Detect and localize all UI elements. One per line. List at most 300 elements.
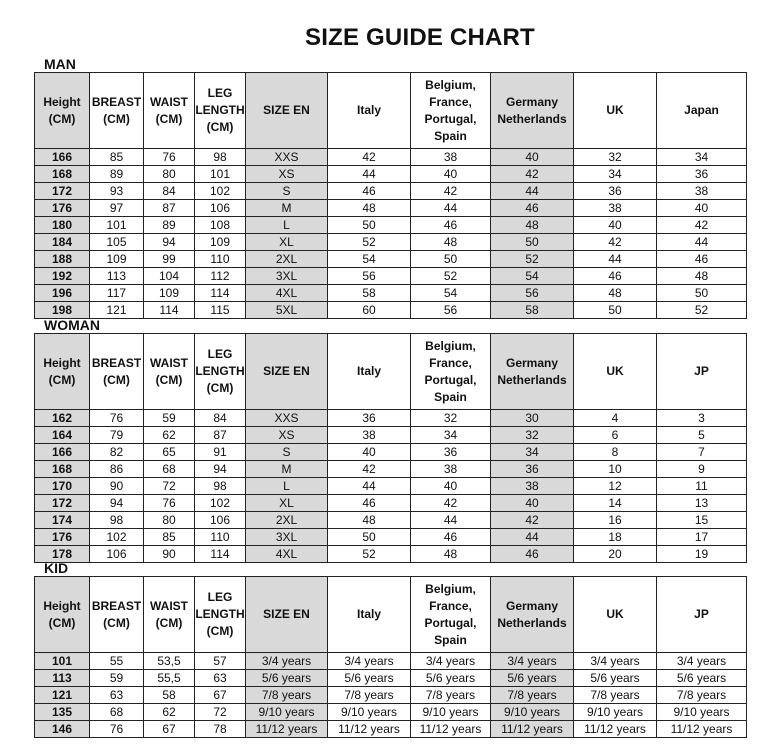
- table-cell: 68: [144, 461, 195, 478]
- table-cell: 168: [35, 461, 90, 478]
- table-row: [35, 251, 747, 268]
- table-cell: S: [246, 183, 328, 200]
- table-cell: 17: [657, 529, 747, 546]
- table-cell: 40: [328, 444, 411, 461]
- table-row: [35, 268, 747, 285]
- table-cell: 36: [328, 410, 411, 427]
- table-row: [35, 687, 747, 704]
- table-cell: 11/12 years: [328, 721, 411, 738]
- col-header-uk: UK: [574, 577, 657, 653]
- table-cell: 58: [144, 687, 195, 704]
- table-cell: 50: [411, 251, 491, 268]
- table-cell: XS: [246, 427, 328, 444]
- table-cell: XXS: [246, 149, 328, 166]
- table-cell: 56: [491, 285, 574, 302]
- col-header-italy: Italy: [328, 334, 411, 410]
- table-cell: 86: [90, 461, 144, 478]
- table-cell: 101: [90, 217, 144, 234]
- table-cell: 5/6 years: [246, 670, 328, 687]
- table-cell: 15: [657, 512, 747, 529]
- col-header-jp: JP: [657, 334, 747, 410]
- table-cell: XL: [246, 495, 328, 512]
- table-row: [35, 512, 747, 529]
- table-cell: 9/10 years: [657, 704, 747, 721]
- table-cell: 5/6 years: [411, 670, 491, 687]
- table-cell: 188: [35, 251, 90, 268]
- page-title: SIZE GUIDE CHART: [305, 24, 535, 51]
- table-cell: 52: [328, 234, 411, 251]
- man-size-table: [34, 72, 747, 319]
- table-cell: 42: [328, 461, 411, 478]
- kid-size-table: [34, 576, 747, 738]
- table-cell: 164: [35, 427, 90, 444]
- table-cell: 11/12 years: [574, 721, 657, 738]
- table-cell: 40: [574, 217, 657, 234]
- table-cell: 50: [574, 302, 657, 319]
- table-cell: 109: [195, 234, 246, 251]
- col-header-size-en: SIZE EN: [246, 577, 328, 653]
- section-label-kid: KID: [44, 560, 69, 576]
- table-cell: 90: [144, 546, 195, 563]
- table-cell: 44: [491, 529, 574, 546]
- table-cell: 72: [195, 704, 246, 721]
- table-cell: 9/10 years: [246, 704, 328, 721]
- table-cell: 52: [491, 251, 574, 268]
- table-cell: 176: [35, 529, 90, 546]
- table-cell: 7/8 years: [574, 687, 657, 704]
- table-cell: 60: [328, 302, 411, 319]
- table-cell: 46: [411, 529, 491, 546]
- table-cell: 8: [574, 444, 657, 461]
- table-cell: 67: [144, 721, 195, 738]
- table-cell: 46: [491, 546, 574, 563]
- table-cell: 12: [574, 478, 657, 495]
- table-cell: 63: [90, 687, 144, 704]
- col-header-uk: UK: [574, 334, 657, 410]
- table-cell: 50: [657, 285, 747, 302]
- table-cell: 36: [491, 461, 574, 478]
- table-cell: 115: [195, 302, 246, 319]
- table-cell: 54: [491, 268, 574, 285]
- table-cell: 58: [328, 285, 411, 302]
- table-cell: XS: [246, 166, 328, 183]
- table-cell: 94: [90, 495, 144, 512]
- table-row: [35, 478, 747, 495]
- table-cell: 106: [195, 200, 246, 217]
- table-cell: 44: [574, 251, 657, 268]
- table-cell: 102: [90, 529, 144, 546]
- table-cell: 62: [144, 427, 195, 444]
- table-cell: 50: [328, 217, 411, 234]
- woman-table-body: [35, 410, 747, 563]
- table-cell: 5: [657, 427, 747, 444]
- table-cell: 52: [657, 302, 747, 319]
- table-cell: 48: [657, 268, 747, 285]
- table-cell: 62: [144, 704, 195, 721]
- table-cell: 58: [491, 302, 574, 319]
- table-cell: 198: [35, 302, 90, 319]
- table-cell: 7/8 years: [328, 687, 411, 704]
- table-cell: 40: [411, 166, 491, 183]
- table-cell: 99: [144, 251, 195, 268]
- table-cell: 38: [657, 183, 747, 200]
- table-cell: 166: [35, 444, 90, 461]
- table-cell: 80: [144, 512, 195, 529]
- table-cell: 44: [657, 234, 747, 251]
- table-cell: M: [246, 200, 328, 217]
- table-cell: 40: [491, 149, 574, 166]
- table-cell: 106: [195, 512, 246, 529]
- table-row: [35, 461, 747, 478]
- table-header-row: [35, 577, 747, 653]
- table-cell: 11/12 years: [246, 721, 328, 738]
- table-row: [35, 200, 747, 217]
- table-cell: 98: [90, 512, 144, 529]
- table-cell: 4: [574, 410, 657, 427]
- table-cell: 48: [574, 285, 657, 302]
- table-cell: 44: [491, 183, 574, 200]
- table-cell: 38: [574, 200, 657, 217]
- table-cell: 168: [35, 166, 90, 183]
- table-cell: 56: [328, 268, 411, 285]
- table-cell: 79: [90, 427, 144, 444]
- table-cell: 10: [574, 461, 657, 478]
- table-cell: 112: [195, 268, 246, 285]
- table-cell: 11/12 years: [411, 721, 491, 738]
- table-cell: 97: [90, 200, 144, 217]
- table-cell: 78: [195, 721, 246, 738]
- table-cell: 16: [574, 512, 657, 529]
- table-cell: 94: [195, 461, 246, 478]
- table-cell: 40: [491, 495, 574, 512]
- col-header-size-en: SIZE EN: [246, 334, 328, 410]
- table-cell: 180: [35, 217, 90, 234]
- table-cell: 48: [491, 217, 574, 234]
- col-header-height: Height (CM): [35, 334, 90, 410]
- table-cell: 34: [491, 444, 574, 461]
- table-cell: 36: [411, 444, 491, 461]
- table-cell: 32: [574, 149, 657, 166]
- table-cell: 76: [90, 721, 144, 738]
- table-cell: 106: [90, 546, 144, 563]
- table-cell: 46: [328, 183, 411, 200]
- table-cell: 53,5: [144, 653, 195, 670]
- table-row: [35, 444, 747, 461]
- table-cell: 11/12 years: [491, 721, 574, 738]
- table-cell: 104: [144, 268, 195, 285]
- table-cell: 166: [35, 149, 90, 166]
- table-cell: 80: [144, 166, 195, 183]
- table-cell: 59: [144, 410, 195, 427]
- table-cell: 34: [574, 166, 657, 183]
- table-row: [35, 285, 747, 302]
- table-cell: 42: [574, 234, 657, 251]
- table-row: [35, 166, 747, 183]
- table-cell: 38: [411, 149, 491, 166]
- table-cell: 20: [574, 546, 657, 563]
- table-cell: 38: [411, 461, 491, 478]
- table-cell: 46: [491, 200, 574, 217]
- table-cell: 85: [90, 149, 144, 166]
- table-cell: 184: [35, 234, 90, 251]
- table-cell: 50: [491, 234, 574, 251]
- col-header-waist: WAIST (CM): [144, 577, 195, 653]
- table-cell: 30: [491, 410, 574, 427]
- table-cell: 55,5: [144, 670, 195, 687]
- table-cell: 172: [35, 183, 90, 200]
- table-cell: 38: [491, 478, 574, 495]
- table-cell: 56: [411, 302, 491, 319]
- table-cell: 82: [90, 444, 144, 461]
- col-header-breast: BREAST (CM): [90, 334, 144, 410]
- table-cell: 11/12 years: [657, 721, 747, 738]
- kid-table-body: [35, 653, 747, 738]
- col-header-breast: BREAST (CM): [90, 73, 144, 149]
- table-cell: 101: [195, 166, 246, 183]
- table-cell: 18: [574, 529, 657, 546]
- table-cell: 196: [35, 285, 90, 302]
- table-cell: L: [246, 217, 328, 234]
- table-cell: 5XL: [246, 302, 328, 319]
- table-cell: 57: [195, 653, 246, 670]
- table-cell: 101: [35, 653, 90, 670]
- col-header-leg-length: LEG LENGTH (CM): [195, 577, 246, 653]
- table-cell: 54: [411, 285, 491, 302]
- table-cell: 114: [195, 546, 246, 563]
- table-cell: 146: [35, 721, 90, 738]
- table-cell: 91: [195, 444, 246, 461]
- table-cell: 98: [195, 478, 246, 495]
- table-cell: 6: [574, 427, 657, 444]
- man-table-body: [35, 149, 747, 319]
- table-cell: 36: [574, 183, 657, 200]
- table-cell: 46: [574, 268, 657, 285]
- table-cell: 63: [195, 670, 246, 687]
- section-label-man: MAN: [44, 56, 76, 72]
- table-cell: 59: [90, 670, 144, 687]
- table-row: [35, 427, 747, 444]
- table-cell: 3/4 years: [491, 653, 574, 670]
- table-row: [35, 670, 747, 687]
- table-cell: M: [246, 461, 328, 478]
- table-cell: 117: [90, 285, 144, 302]
- table-cell: 46: [328, 495, 411, 512]
- table-cell: 9/10 years: [328, 704, 411, 721]
- table-cell: 32: [491, 427, 574, 444]
- table-cell: 9/10 years: [574, 704, 657, 721]
- table-cell: 46: [657, 251, 747, 268]
- table-row: [35, 234, 747, 251]
- col-header-breast: BREAST (CM): [90, 577, 144, 653]
- col-header-belgium: Belgium, France, Portugal, Spain: [411, 73, 491, 149]
- table-cell: 176: [35, 200, 90, 217]
- woman-size-table: [34, 333, 747, 563]
- table-row: [35, 217, 747, 234]
- table-cell: 3/4 years: [411, 653, 491, 670]
- table-cell: 3/4 years: [657, 653, 747, 670]
- table-cell: XL: [246, 234, 328, 251]
- table-cell: 13: [657, 495, 747, 512]
- table-cell: 90: [90, 478, 144, 495]
- table-cell: 113: [35, 670, 90, 687]
- table-cell: 44: [411, 200, 491, 217]
- col-header-height: Height (CM): [35, 73, 90, 149]
- table-cell: 174: [35, 512, 90, 529]
- table-cell: 34: [411, 427, 491, 444]
- table-cell: 162: [35, 410, 90, 427]
- col-header-italy: Italy: [328, 577, 411, 653]
- table-cell: 85: [144, 529, 195, 546]
- table-cell: 105: [90, 234, 144, 251]
- table-row: [35, 183, 747, 200]
- table-cell: 3/4 years: [574, 653, 657, 670]
- table-cell: 38: [328, 427, 411, 444]
- table-cell: 34: [657, 149, 747, 166]
- table-row: [35, 410, 747, 427]
- table-cell: 7/8 years: [657, 687, 747, 704]
- table-cell: 14: [574, 495, 657, 512]
- table-cell: 172: [35, 495, 90, 512]
- table-cell: 7/8 years: [491, 687, 574, 704]
- table-cell: 36: [657, 166, 747, 183]
- table-cell: XXS: [246, 410, 328, 427]
- col-header-waist: WAIST (CM): [144, 334, 195, 410]
- table-cell: 121: [35, 687, 90, 704]
- table-cell: 76: [144, 495, 195, 512]
- table-cell: S: [246, 444, 328, 461]
- table-cell: 42: [328, 149, 411, 166]
- table-cell: 110: [195, 251, 246, 268]
- table-cell: 5/6 years: [328, 670, 411, 687]
- table-cell: 76: [144, 149, 195, 166]
- table-cell: 7/8 years: [246, 687, 328, 704]
- table-cell: 87: [195, 427, 246, 444]
- table-cell: 48: [411, 234, 491, 251]
- table-row: [35, 302, 747, 319]
- table-cell: 102: [195, 495, 246, 512]
- table-cell: 87: [144, 200, 195, 217]
- col-header-italy: Italy: [328, 73, 411, 149]
- table-row: [35, 704, 747, 721]
- col-header-height: Height (CM): [35, 577, 90, 653]
- table-cell: 94: [144, 234, 195, 251]
- table-cell: 102: [195, 183, 246, 200]
- table-cell: 5/6 years: [574, 670, 657, 687]
- table-cell: 7/8 years: [411, 687, 491, 704]
- table-cell: 108: [195, 217, 246, 234]
- table-cell: 109: [90, 251, 144, 268]
- col-header-germany: Germany Netherlands: [491, 73, 574, 149]
- table-cell: 3XL: [246, 268, 328, 285]
- table-cell: 9/10 years: [411, 704, 491, 721]
- table-cell: 89: [144, 217, 195, 234]
- table-cell: 44: [328, 166, 411, 183]
- table-row: [35, 149, 747, 166]
- col-header-germany: Germany Netherlands: [491, 334, 574, 410]
- table-cell: 65: [144, 444, 195, 461]
- table-cell: 89: [90, 166, 144, 183]
- table-cell: 42: [657, 217, 747, 234]
- table-cell: 52: [328, 546, 411, 563]
- col-header-size-en: SIZE EN: [246, 73, 328, 149]
- table-cell: 46: [411, 217, 491, 234]
- table-cell: 9: [657, 461, 747, 478]
- col-header-waist: WAIST (CM): [144, 73, 195, 149]
- col-header-leg-length: LEG LENGTH (CM): [195, 73, 246, 149]
- table-cell: 3XL: [246, 529, 328, 546]
- table-cell: 4XL: [246, 285, 328, 302]
- table-header-row: [35, 73, 747, 149]
- table-cell: 68: [90, 704, 144, 721]
- table-cell: 44: [411, 512, 491, 529]
- col-header-japan: Japan: [657, 73, 747, 149]
- table-cell: 42: [491, 166, 574, 183]
- col-header-belgium: Belgium, France, Portugal, Spain: [411, 334, 491, 410]
- table-cell: 48: [328, 200, 411, 217]
- table-cell: 52: [411, 268, 491, 285]
- section-label-woman: WOMAN: [44, 317, 100, 333]
- table-cell: 48: [411, 546, 491, 563]
- col-header-germany: Germany Netherlands: [491, 577, 574, 653]
- table-cell: 5/6 years: [491, 670, 574, 687]
- table-cell: 114: [144, 302, 195, 319]
- table-cell: 114: [195, 285, 246, 302]
- table-cell: 110: [195, 529, 246, 546]
- table-cell: 54: [328, 251, 411, 268]
- table-cell: 113: [90, 268, 144, 285]
- table-cell: 135: [35, 704, 90, 721]
- table-cell: 32: [411, 410, 491, 427]
- table-cell: 5/6 years: [657, 670, 747, 687]
- table-cell: 40: [657, 200, 747, 217]
- table-cell: 50: [328, 529, 411, 546]
- col-header-uk: UK: [574, 73, 657, 149]
- table-cell: 11: [657, 478, 747, 495]
- col-header-jp: JP: [657, 577, 747, 653]
- table-cell: 55: [90, 653, 144, 670]
- table-cell: 3/4 years: [246, 653, 328, 670]
- table-cell: 3/4 years: [328, 653, 411, 670]
- table-cell: 76: [90, 410, 144, 427]
- table-row: [35, 721, 747, 738]
- col-header-belgium: Belgium, France, Portugal, Spain: [411, 577, 491, 653]
- table-cell: L: [246, 478, 328, 495]
- table-cell: 40: [411, 478, 491, 495]
- table-cell: 98: [195, 149, 246, 166]
- table-cell: 42: [491, 512, 574, 529]
- table-row: [35, 529, 747, 546]
- table-cell: 2XL: [246, 251, 328, 268]
- table-row: [35, 495, 747, 512]
- table-cell: 67: [195, 687, 246, 704]
- table-cell: 84: [144, 183, 195, 200]
- col-header-leg-length: LEG LENGTH (CM): [195, 334, 246, 410]
- table-cell: 2XL: [246, 512, 328, 529]
- table-row: [35, 653, 747, 670]
- table-cell: 170: [35, 478, 90, 495]
- table-cell: 192: [35, 268, 90, 285]
- table-cell: 48: [328, 512, 411, 529]
- table-cell: 44: [328, 478, 411, 495]
- table-cell: 84: [195, 410, 246, 427]
- table-cell: 109: [144, 285, 195, 302]
- table-cell: 178: [35, 546, 90, 563]
- table-row: [35, 546, 747, 563]
- table-cell: 7: [657, 444, 747, 461]
- table-cell: 9/10 years: [491, 704, 574, 721]
- table-cell: 121: [90, 302, 144, 319]
- table-cell: 19: [657, 546, 747, 563]
